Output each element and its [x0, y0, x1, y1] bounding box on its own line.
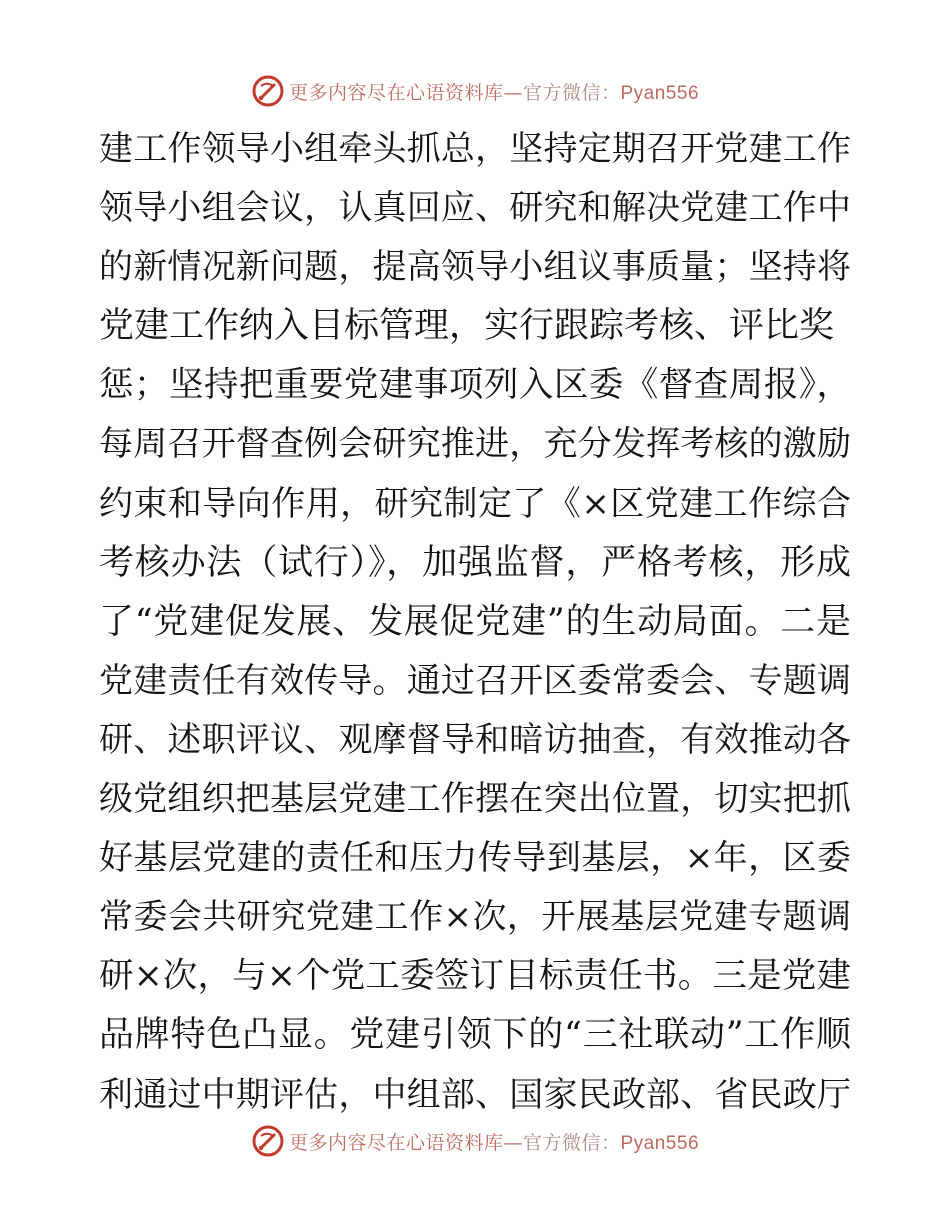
wechat-id: Pyan556: [620, 1132, 700, 1154]
document-body: [99, 120, 851, 1125]
text-line: 级党组织把基层党建工作摆在突出位置，切实把抓: [99, 779, 851, 820]
text-line: 每周召开督查例会研究推进，充分发挥考核的激励: [99, 424, 851, 465]
text-line: 党建责任有效传导。通过召开区委常委会、专题调: [99, 660, 851, 701]
banner-slogan: 更多内容尽在心语资料库—: [288, 81, 523, 104]
text-line: 研、述职评议、观摩督导和暗访抽查，有效推动各: [99, 719, 851, 760]
text-line: 好基层党建的责任和压力传导到基层，×年，区委: [99, 838, 851, 879]
header-banner: [0, 71, 950, 111]
text-line: 品牌特色凸显。党建引领下的“三社联动”工作顺: [99, 1015, 851, 1056]
text-line: 了“党建促发展、发展促党建”的生动局面。二是: [99, 601, 851, 642]
text-line: 常委会共研究党建工作×次，开展基层党建专题调: [99, 897, 851, 938]
banner-slogan: 更多内容尽在心语资料库—: [288, 1131, 523, 1154]
notebook-pen-logo-icon: [251, 74, 285, 108]
text-line: 党建工作纳入目标管理，实行跟踪考核、评比奖: [99, 306, 835, 347]
text-line: 利通过中期评估，中组部、国家民政部、省民政厅: [99, 1074, 851, 1115]
text-line: 的新情况新问题，提高领导小组议事质量；坚持将: [99, 247, 851, 288]
wechat-id: Pyan556: [620, 82, 700, 104]
text-line: 研×次，与×个党工委签订目标责任书。三是党建: [99, 956, 851, 997]
text-line: 约束和导向作用，研究制定了《×区党建工作综合: [99, 483, 851, 524]
text-line: 领导小组会议，认真回应、研究和解决党建工作中: [99, 188, 851, 229]
footer-banner: [0, 1121, 950, 1161]
text-line: 惩；坚持把重要党建事项列入区委《督查周报》，: [99, 365, 851, 406]
text-line: 考核办法（试行）》，加强监督，严格考核，形成: [99, 542, 851, 583]
wechat-label: 官方微信：: [522, 1131, 621, 1154]
wechat-label: 官方微信：: [522, 81, 621, 104]
text-line: 建工作领导小组牵头抓总，坚持定期召开党建工作: [99, 129, 851, 169]
notebook-pen-logo-icon: [251, 1124, 285, 1158]
